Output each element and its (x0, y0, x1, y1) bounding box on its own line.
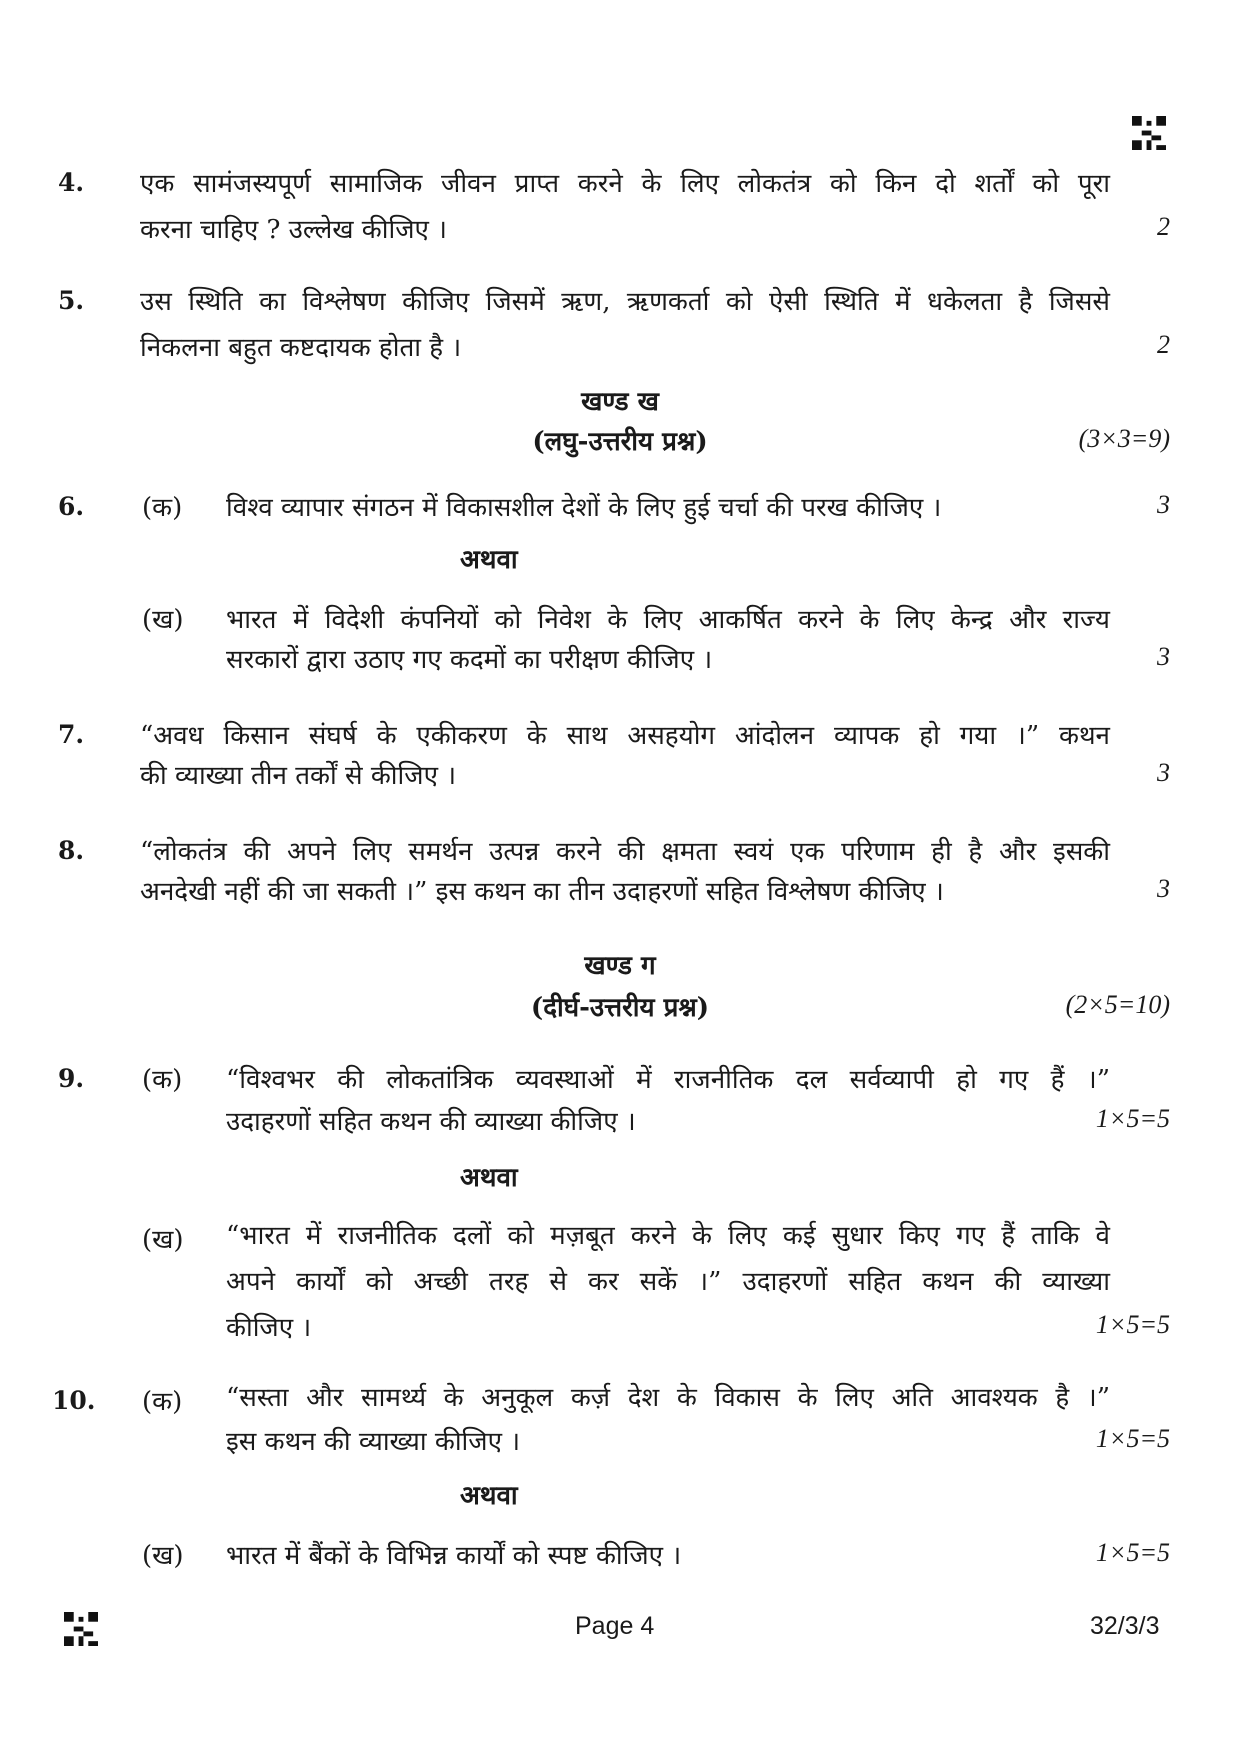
question-text: उदाहरणों सहित कथन की व्याख्या कीजिए । (226, 1107, 636, 1137)
option-label: (ख) (142, 605, 184, 635)
question-text: निकलना बहुत कष्टदायक होता है । (140, 333, 462, 363)
question-text: की व्याख्या तीन तर्कों से कीजिए । (140, 761, 457, 791)
section-title: खण्ड ग (584, 951, 656, 981)
option-label: (क) (142, 1065, 183, 1095)
question-text: “भारत में राजनीतिक दलों को मज़बूत करने के लिए कई सुधार किए गए हैं ताकि वे (226, 1221, 1110, 1251)
question-marks: 1×5=5 (1095, 1538, 1170, 1567)
question-text: अनदेखी नहीं की जा सकती ।” इस कथन का तीन उदाहरणों सहित विश्लेषण कीजिए । (140, 877, 944, 907)
section-subtitle: (लघु-उत्तरीय प्रश्न) (532, 427, 708, 457)
question-text: सरकारों द्वारा उठाए गए कदमों का परीक्षण कीजिए । (226, 645, 713, 675)
question-text: इस कथन की व्याख्या कीजिए । (226, 1427, 521, 1457)
option-label: (क) (142, 493, 183, 523)
option-label: (क) (142, 1387, 183, 1417)
question-number: 8. (58, 836, 85, 865)
question-number: 4. (58, 168, 85, 197)
question-number: 10. (52, 1386, 96, 1415)
section-title: खण्ड ख (581, 387, 659, 417)
question-marks: 1×5=5 (1095, 1310, 1170, 1339)
paper-code: 32/3/3 (1090, 1612, 1160, 1640)
question-number: 5. (58, 286, 85, 315)
question-text: भारत में विदेशी कंपनियों को निवेश के लिए आकर्षित करने के लिए केन्द्र और राज्य (226, 605, 1110, 635)
option-label: (ख) (142, 1225, 184, 1255)
question-marks: 1×5=5 (1095, 1424, 1170, 1453)
or-separator: अथवा (460, 1163, 518, 1193)
question-number: 7. (58, 720, 85, 749)
question-marks: 3 (1157, 758, 1170, 787)
question-marks: 3 (1157, 642, 1170, 671)
qr-code-bottom-icon (64, 1612, 98, 1646)
question-text: करना चाहिए ? उल्लेख कीजिए । (140, 215, 448, 245)
question-text: विश्व व्यापार संगठन में विकासशील देशों के लिए हुई चर्चा की परख कीजिए । (226, 493, 942, 523)
section-marks: (3×3=9) (1078, 424, 1170, 453)
question-text: कीजिए । (226, 1313, 312, 1343)
qr-code-top-icon (1132, 116, 1166, 150)
question-text: “अवध किसान संघर्ष के एकीकरण के साथ असहयोग आंदोलन व्यापक हो गया ।” कथन (140, 721, 1110, 751)
question-number: 9. (58, 1064, 85, 1093)
question-marks: 2 (1157, 212, 1170, 241)
question-text: “विश्वभर की लोकतांत्रिक व्यवस्थाओं में राजनीतिक दल सर्वव्यापी हो गए हैं ।” (226, 1065, 1110, 1095)
question-marks: 1×5=5 (1095, 1104, 1170, 1133)
option-label: (ख) (142, 1541, 184, 1571)
question-text: भारत में बैंकों के विभिन्न कार्यों को स्पष्ट कीजिए । (226, 1541, 682, 1571)
section-subtitle: (दीर्घ-उत्तरीय प्रश्न) (530, 993, 710, 1023)
question-text: उस स्थिति का विश्लेषण कीजिए जिसमें ऋण, ऋणकर्ता को ऐसी स्थिति में धकेलता है जिससे (140, 287, 1110, 317)
question-text: एक सामंजस्यपूर्ण सामाजिक जीवन प्राप्त करने के लिए लोकतंत्र को किन दो शर्तों को पूरा (140, 169, 1110, 199)
or-separator: अथवा (460, 545, 518, 575)
question-text: “सस्ता और सामर्थ्य के अनुकूल कर्ज़ देश के विकास के लिए अति आवश्यक है ।” (226, 1383, 1110, 1413)
page-number: Page 4 (575, 1612, 655, 1640)
or-separator: अथवा (460, 1481, 518, 1511)
question-marks: 3 (1157, 874, 1170, 903)
question-number: 6. (58, 492, 85, 521)
question-marks: 3 (1157, 490, 1170, 519)
section-marks: (2×5=10) (1065, 990, 1170, 1019)
question-marks: 2 (1157, 330, 1170, 359)
question-text: अपने कार्यों को अच्छी तरह से कर सकें ।” उदाहरणों सहित कथन की व्याख्या (226, 1267, 1110, 1297)
question-text: “लोकतंत्र की अपने लिए समर्थन उत्पन्न करने की क्षमता स्वयं एक परिणाम ही है और इसकी (140, 837, 1110, 867)
